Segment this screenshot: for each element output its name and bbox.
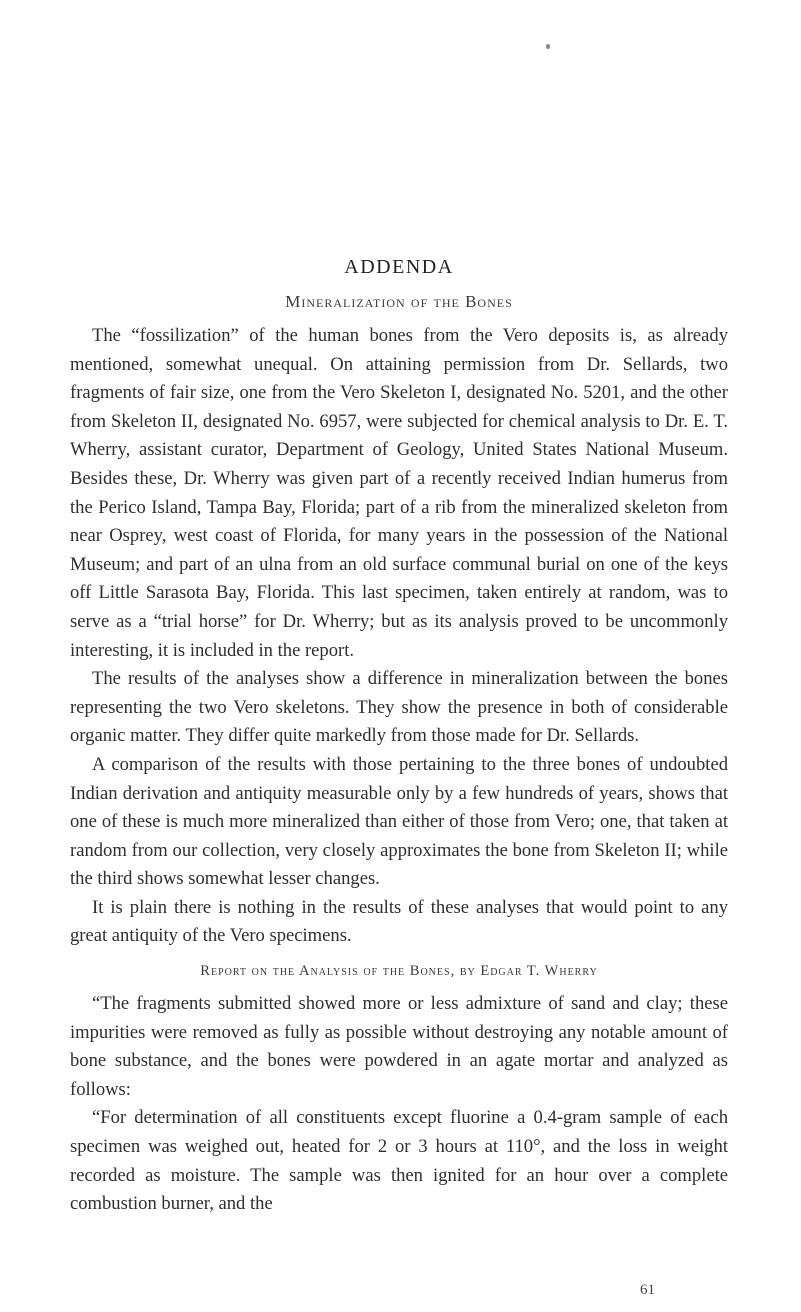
- paragraph: It is plain there is nothing in the results of these analyses that would point to any great antiquity of the Vero specimens.: [70, 896, 728, 947]
- report-heading: Report on the Analysis of the Bones, by Edgar T. Wherry: [200, 963, 598, 980]
- section-title: Mineralization of the Bones: [285, 292, 513, 311]
- paragraph: “The fragments submitted showed more or less admixture of sand and clay; these impurities were removed as fully as possible without destroying any notable amount of bone substance, and the bones were powdered in an agate mortar and analyzed as follows:: [70, 993, 728, 1100]
- paragraph: “For determination of all constituents except fluorine a 0.4-gram sample of each specimen was weighed out, heated for 2 or 3 hours at 110°, and the loss in weight recorded as moisture. The sample was then ignited for an hour over a complete combustion burner, and the: [70, 1107, 728, 1215]
- page-title: ADDENDA: [344, 256, 454, 278]
- body-text: [70, 322, 728, 1219]
- paragraph: The “fossilization” of the human bones from the Vero deposits is, as already mentioned, somewhat unequal. On attaining permission from Dr. Sellards, two fragments of fair size, one from the Vero Skeleton I, designated No. 5201, and the other from Skeleton II, designated No. 6957, were subjected for chemical analysis to Dr. E. T. Wherry, assistant curator, Department of Geology, United States National Museum. Besides these, Dr. Wherry was given part of a recently received Indian humerus from the Perico Island, Tampa Bay, Florida; part of a rib from the mineralized skeleton from near Osprey, west coast of Florida, for many years in the possession of the National Museum; and part of an ulna from an old surface communal burial on one of the keys off Little Sarasota Bay, Florida. This last specimen, taken entirely at random, was to serve as a “trial horse” for Dr. Wherry; but as its analysis proved to be uncommonly interesting, it is included in the report.: [70, 325, 728, 661]
- scan-speck: [546, 44, 550, 49]
- paragraph: The results of the analyses show a difference in mineralization between the bones representing the two Vero skeletons. They show the presence in both of considerable organic matter. They differ quite markedly from those made for Dr. Sellards.: [70, 668, 728, 747]
- document-page: [70, 0, 728, 1312]
- page-number: 61: [640, 1282, 655, 1298]
- paragraph: A comparison of the results with those pertaining to the three bones of undoubted Indian derivation and antiquity measurable only by a few hundreds of years, shows that one of these is much more mineralized than either of those from Vero; one, that taken at random from our collection, very closely approximates the bone from Skeleton II; while the third shows somewhat lesser changes.: [70, 753, 728, 890]
